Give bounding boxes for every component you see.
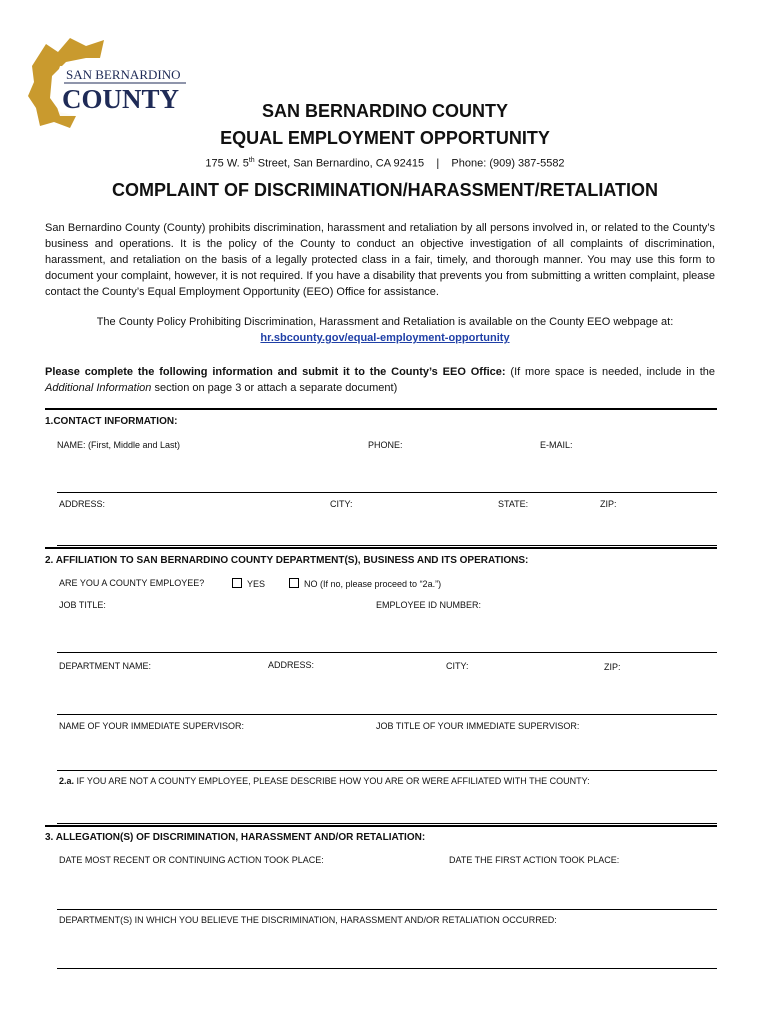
header-phone: Phone: (909) 387-5582 — [451, 157, 565, 170]
employee-id-label: EMPLOYEE ID NUMBER: — [376, 600, 482, 610]
section1-title: 1.CONTACT INFORMATION: — [45, 416, 178, 427]
city-label: CITY: — [330, 499, 353, 509]
dept-address-label: ADDRESS: — [268, 660, 315, 670]
section-divider — [45, 547, 717, 549]
dates-field[interactable] — [57, 909, 717, 910]
no-option[interactable]: NO (If no, please proceed to “2a.”) — [289, 578, 441, 589]
eeo-webpage-link[interactable]: hr.sbcounty.gov/equal-employment-opportunity — [260, 332, 510, 344]
section3-title: 3. ALLEGATION(S) OF DISCRIMINATION, HARASSMENT AND/OR RETALIATION: — [45, 832, 426, 843]
recent-date-label: DATE MOST RECENT OR CONTINUING ACTION TOOK PLACE: — [59, 855, 324, 865]
job-title-label: JOB TITLE: — [59, 600, 106, 610]
section-divider — [45, 408, 717, 410]
no-checkbox[interactable] — [289, 578, 299, 588]
zip-label: ZIP: — [600, 499, 617, 509]
policy-note: The County Policy Prohibiting Discrimination, Harassment and Retaliation is available on the County EEO webpage at: hr.sbcounty.gov/equal-employment-opportunity — [96, 316, 674, 344]
section-divider — [45, 825, 717, 827]
dept-city-label: CITY: — [446, 661, 469, 671]
dept-zip-label: ZIP: — [604, 662, 621, 672]
org-name: SAN BERNARDINO COUNTY — [261, 101, 508, 121]
dept-name-label: DEPARTMENT NAME: — [59, 661, 152, 671]
name-field[interactable] — [57, 492, 717, 493]
phone-label: PHONE: — [368, 440, 403, 450]
affiliation-field[interactable] — [57, 823, 717, 824]
yes-option[interactable]: YES — [232, 578, 265, 589]
address-label: ADDRESS: — [59, 499, 106, 509]
supervisor-label: NAME OF YOUR IMMEDIATE SUPERVISOR: — [59, 721, 245, 731]
supervisor-title-label: JOB TITLE OF YOUR IMMEDIATE SUPERVISOR: — [376, 721, 580, 731]
first-date-label: DATE THE FIRST ACTION TOOK PLACE: — [449, 855, 620, 865]
yes-checkbox[interactable] — [232, 578, 242, 588]
logo-line2: COUNTY — [62, 84, 180, 114]
form-title: COMPLAINT OF DISCRIMINATION/HARASSMENT/RETALIATION — [112, 180, 658, 200]
address-field[interactable] — [57, 545, 717, 546]
job-title-field[interactable] — [57, 652, 717, 653]
email-label: E-MAIL: — [540, 440, 573, 450]
section2-title: 2. AFFILIATION TO SAN BERNARDINO COUNTY DEPARTMENT(S), BUSINESS AND ITS OPERATIONS: — [45, 555, 529, 566]
instructions: Please complete the following information and submit it to the County’s EEO Office: (If more space is needed, include in the Additional Information section on page 3 or attach a separate document) — [45, 366, 715, 394]
intro-paragraph: San Bernardino County (County) prohibits discrimination, harassment and retaliation by all persons involved in, or related to the County’s business and operations. It is the policy of the County to conduct an objective investigation of all complaints of discrimination, harassment, and retaliation on the basis of a legally protected class in a fair, timely, and thorough manner. You may use this form to document your complaint, however, it is not required. If you have a disability that prevents you from submitting a written complaint, please contact the County’s Equal Employment Opportunity (EEO) Office for assistance. — [45, 222, 715, 298]
state-label: STATE: — [498, 499, 529, 509]
header-address: 175 W. 5th Street, San Bernardino, CA 92415 | Phone: (909) 387-5582 — [205, 157, 565, 170]
dept-field[interactable] — [57, 714, 717, 715]
dept-name: EQUAL EMPLOYMENT OPPORTUNITY — [220, 128, 550, 148]
name-label: NAME: (First, Middle and Last) — [57, 440, 181, 450]
departments-field[interactable] — [57, 968, 717, 969]
logo-line1: SAN BERNARDINO — [66, 67, 181, 82]
supervisor-field[interactable] — [57, 770, 717, 771]
employee-question: ARE YOU A COUNTY EMPLOYEE? — [59, 578, 205, 588]
departments-label: DEPARTMENT(S) IN WHICH YOU BELIEVE THE DISCRIMINATION, HARASSMENT AND/OR RETALIATION OCCURRED: — [59, 915, 557, 925]
section2a-label: 2.a. IF YOU ARE NOT A COUNTY EMPLOYEE, PLEASE DESCRIBE HOW YOU ARE OR WERE AFFILIATED WITH THE COUNTY: — [59, 776, 590, 786]
